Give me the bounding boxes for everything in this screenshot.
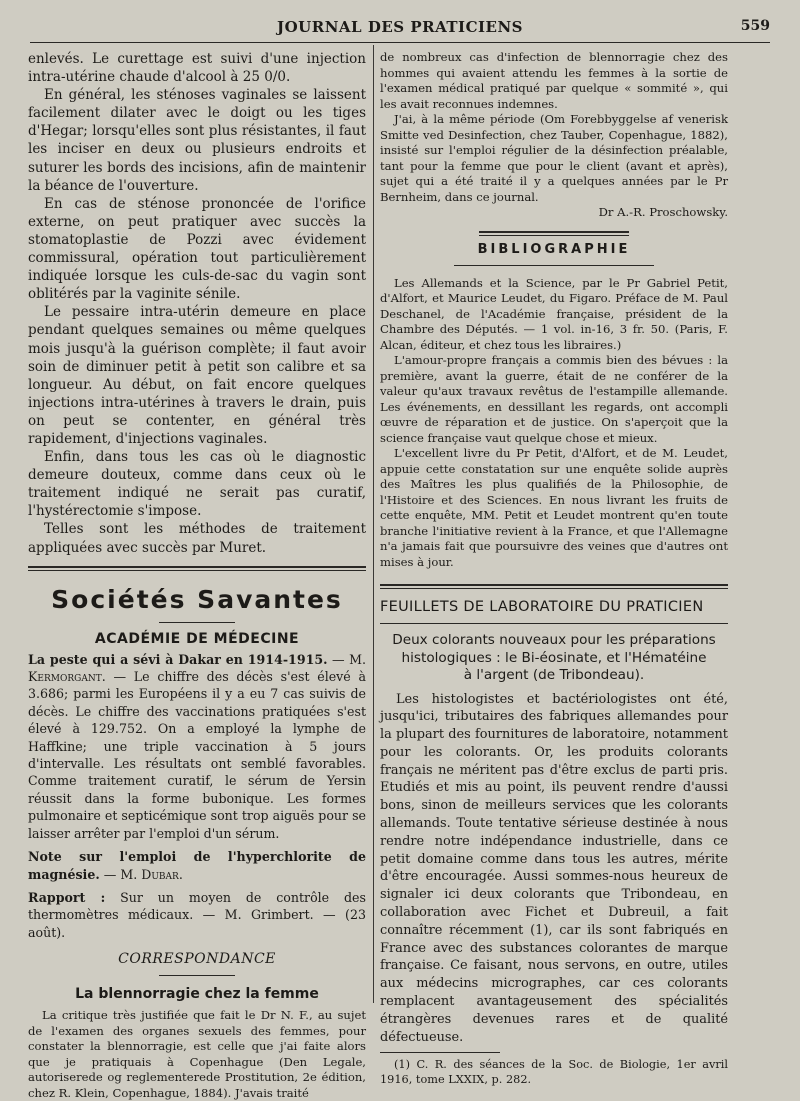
bibliographie-rule [479, 231, 629, 236]
paragraph: Les histologistes et bactériologistes ont été, jusqu'ici, tributaires des fabriques allemandes pour la plupart des fournitures de laboratoire, notamment pour les colorants. Or, les produits colorants français ne méritent pas d'être exclus de parti pris. Etudiés et mis au point, ils peuvent rendre d'aussi bons, sinon de meilleurs services que les colorants allemands. Toute tentative sérieuse destinée à nous rendre notre indépendance industrielle, dans ce petit domaine comme dans tous les autres, mérite d'être encouragée. Aussi sommes-nous heureux de signaler ici deux colorants que Tribondeau, en collaboration avec Fichet et Dubreuil, a fait connaître récemment (1), car ils sont fabriqués en France avec des substances colorantes de marque française. Ce faisant, nous servons, en outre, utiles aux médecins micrographes, car ces colorants remplacent avantageusement des spécialités étrangères devenues rares et de qualité défectueuse. [380, 691, 728, 1045]
paragraph: L'excellent livre du Pr Petit, d'Alfort, et de M. Leudet, appuie cette constatation sur une enquête solide auprès des Maîtres les plus qualifiés de la Philosophie, de l'Histoire et des Sciences. En nous livrant les fruits de cette enquête, MM. Petit et Leudet montrent qu'en toute branche l'initiative revient à la France, et que l'Allemagne n'a jamais fait que poursuivre des veines que d'autres ont mises à jour. [380, 446, 728, 569]
rapport-report [28, 889, 366, 941]
left-column [28, 50, 366, 1101]
paragraph: de nombreux cas d'infection de blennorragie chez des hommes qui avaient attendu les femmes à la sortie de l'examen médical pratiqué par quelque « sommité », qui les avait reconnues indemnes. [380, 50, 728, 111]
peste-report: La peste qui a sévi à Dakar en 1914-1915. — M. Kermorgant. — Le chiffre des décès s'est élevé à 3.686; parmi les Européens il y a eu 7 cas suivis de décès. Le chiffre des vaccinations pratiquées s'est élevé à 129.752. On a employé la lymphe de Haffkine; une triple vaccination à 5 jours d'intervalle. Les résultats ont semblé favorables. Comme traitement curatif, le sérum de Yersin réussit dans la forme bubonique. Les formes pulmonaire et septicémique sont trop aiguës pour se laisser arrêter par l'emploi d'un sérum. [28, 651, 366, 841]
page-number: 559 [740, 18, 770, 34]
note-report: Note sur l'emploi de l'hyperchlorite de magnésie. — M. Dubar. [28, 849, 366, 882]
article-title-line: histologiques : le Bi-éosinate, et l'Hématéine [401, 649, 707, 666]
running-header [30, 14, 770, 43]
letter-continuation [380, 50, 728, 221]
footnote: (1) C. R. des séances de la Soc. de Biologie, 1er avril 1916, tome LXXIX, p. 282. [380, 1058, 728, 1087]
right-column [380, 50, 728, 1087]
paragraph: Telles sont les méthodes de traitement appliquées avec succès par Muret. [28, 521, 366, 556]
blennorragie-letter [28, 1008, 366, 1101]
article-title-line: Deux colorants nouveaux pour les préparations [392, 632, 716, 648]
column-divider [373, 45, 374, 1003]
feuillets-heading: FEUILLETS DE LABORATOIRE DU PRATICIEN [380, 599, 704, 615]
societes-savantes-heading: Sociétés Savantes [51, 584, 343, 614]
correspondance-heading: CORRESPONDANCE [118, 951, 276, 968]
bibliographie-heading: BIBLIOGRAPHIE [477, 241, 631, 257]
section-divider [380, 584, 728, 589]
article-title-line: à l'argent (de Tribondeau). [463, 667, 645, 683]
paragraph: En cas de sténose prononcée de l'orifice externe, on peut pratiquer avec succès la stomatoplastie de Pozzi avec évidement commissural, opération tout particulièrement indiquée lorsque les culs-de-sac du vagin sont oblitérés par la vaginite sénile. [28, 195, 366, 303]
note-report-author: M. Dubar. [120, 866, 183, 882]
peste-report-title: La peste qui a sévi à Dakar en 1914-1915. [28, 651, 328, 667]
paragraph: La critique très justifiée que fait le Dr N. F., au sujet de l'examen des organes sexuels des femmes, pour constater la blennorragie, est celle que j'ai faite alors que je pratiquais à Copenhague (Den Legale, autoriserede og reglementerede Prostitution, 2e édition, chez R. Klein, Copenhague, 1884). J'avais traité [28, 1008, 366, 1100]
heading-rule [159, 975, 235, 976]
letter-signature: Dr A.-R. Proschowsky. [598, 205, 728, 219]
rapport-report-text: Sur un moyen de contrôle des thermomètres médicaux. — M. Grimbert. — (23 août). [28, 889, 366, 940]
bibliographie-rule [454, 265, 654, 266]
note-report-title: Note sur l'emploi de l'hyperchlorite de magnésie. [28, 849, 366, 882]
heading-rule [159, 622, 235, 623]
journal-title: JOURNAL DES PRATICIENS [277, 18, 523, 36]
bibliographie-review [380, 276, 728, 571]
article-body [380, 691, 728, 1047]
blennorragie-heading: La blennorragie chez la femme [75, 986, 319, 1003]
paragraph: Les Allemands et la Science, par le Pr Gabriel Petit, d'Alfort, et Maurice Leudet, du Figaro. Préface de M. Paul Deschanel, de l'Académie française, président de la Chambre des Députés. — 1 vol. in-16, 3 fr. 50. (Paris, F. Alcan, éditeur, et chez tous les libraires.) [380, 275, 728, 352]
paragraph: En général, les sténoses vaginales se laissent facilement dilater avec le doigt ou les tiges d'Hegar; lorsqu'elles sont plus résistantes, il faut les inciser en deux ou plusieurs endroits et suturer les bords des incisions, afin de maintenir la béance de l'ouverture. [28, 87, 366, 194]
heading-rule [380, 623, 728, 624]
article-title [380, 632, 728, 685]
rapport-report-label: Rapport : [28, 889, 106, 905]
paragraph: J'ai, à la même période (Om Forebbyggelse af venerisk Smitte ved Desinfection, chez Tauber, Copenhague, 1882), insisté sur l'emploi régulier de la désinfection préalable, tant pour la femme que pour le client (avant et après), sujet qui a été traité il y a quelques années par le Pr Bernheim, dans ce journal. [380, 112, 728, 204]
paragraph: Enfin, dans tous les cas où le diagnostic demeure douteux, comme dans ceux où le traitement indiqué ne serait pas curatif, l'hystérectomie s'impose. [28, 449, 366, 520]
paragraph: enlevés. Le curettage est suivi d'une injection intra-utérine chaude d'alcool à 25 0/0. [28, 51, 366, 86]
academie-reports [28, 651, 366, 942]
section-divider [28, 566, 366, 571]
peste-report-text: Le chiffre des décès s'est élevé à 3.686; parmi les Européens il y a eu 7 cas suivis de décès. Le chiffre des vaccinations pratiquées s'est élevé à 129.752. On a employé la lymphe de Haffkine; une triple vaccination à 5 jours d'intervalle. Les résultats ont semblé favorables. Comme traitement curatif, le sérum de Yersin réussit dans la forme bubonique. Les formes pulmonaire et septicémique sont trop aiguës pour se laisser arrêter par l'emploi d'un sérum. [28, 669, 366, 841]
paragraph: Le pessaire intra-utérin demeure en place pendant quelques semaines ou même quelques mois jusqu'à la guérison complète; il faut avoir soin de diminuer petit à petit son calibre et sa longueur. Au début, on fait encore quelques injections intra-utérines à travers le drain, puis on peut se contenter, en général très rapidement, d'injections vaginales. [28, 304, 366, 447]
footnote-rule [380, 1052, 500, 1053]
paragraph: L'amour-propre français a commis bien des bévues : la première, avant la guerre, était de ne conférer de la valeur qu'aux travaux revêtus de l'estampille allemande. Les événements, en dessillant les regards, ont accompli œuvre de réparation et de justice. On s'aperçoit que la science française vaut quelque chose et mieux. [380, 353, 728, 445]
peste-report-author: M. Kermorgant. [28, 651, 366, 685]
treatment-text [28, 50, 366, 557]
academie-heading: ACADÉMIE DE MÉDECINE [94, 630, 300, 647]
